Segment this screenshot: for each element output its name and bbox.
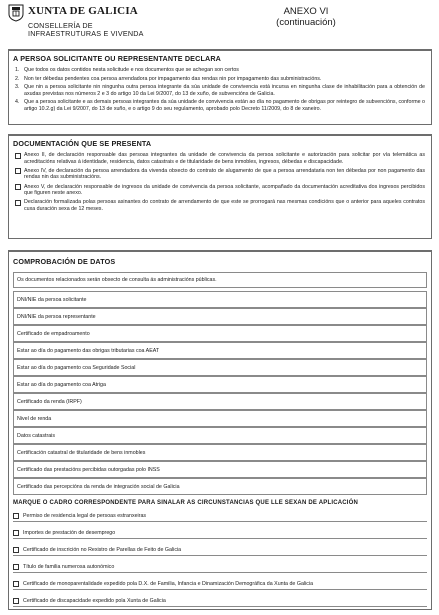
verification-item: Certificación catastral de titularidade de bens inmobles (17, 449, 146, 456)
verification-item: Estar ao día do pagamento das obrigas tributarias coa AEAT (17, 347, 160, 354)
declaration-item (15, 99, 425, 112)
documentation-checkbox[interactable] (15, 200, 21, 206)
documentation-title: DOCUMENTACIÓN QUE SE PRESENTA (13, 139, 152, 148)
declaration-item (15, 76, 425, 83)
documentation-section (8, 134, 432, 239)
department-line1: CONSELLERÍA DE (28, 21, 93, 30)
department-line2: INFRAESTRUTURAS E VIVENDA (28, 29, 144, 38)
documentation-item (15, 168, 425, 181)
declaration-number: 2. (15, 75, 20, 82)
verification-item: Certificado das percepcións da renda de integración social de Galicia (17, 483, 180, 490)
circumstance-checkbox[interactable] (13, 513, 19, 519)
verification-row (13, 359, 427, 376)
annex-subtitle: (continuación) (276, 17, 336, 28)
verification-row (13, 444, 427, 461)
circumstance-row (13, 544, 427, 556)
xunta-logo (8, 4, 188, 46)
verification-row (13, 427, 427, 444)
declaration-list (9, 63, 431, 113)
documentation-item (15, 199, 425, 212)
circumstance-checkbox[interactable] (13, 581, 19, 587)
verification-row (13, 410, 427, 427)
org-name: XUNTA DE GALICIA (28, 5, 138, 17)
circumstance-label: Importes de prestación de desemprego (23, 529, 116, 536)
documentation-list (9, 148, 431, 213)
mark-circumstances-title: MARQUE O CADRO CORRESPONDENTE PARA SINALAR AS CIRCUNSTANCIAS QUE LLE SEXAN DE APLICACIÓN (13, 500, 359, 506)
data-verification-section (8, 250, 432, 610)
documentation-text: Declaración formalizada polas persoas asinantes do contrato de arrendamento de que este se prorrogará nas mesmas condicións que o anterior para aqueles contratos cuxa duración sexa de 12 meses. (24, 199, 425, 212)
documentation-text: Anexo V, de declaración responsable de ingresos da unidade de convivencia da persoa solicitante, acompañado da documentación acreditativa dos ingresos percibidos que figuren neste anexo. (24, 183, 425, 197)
circumstance-label: Certificado de monoparentalidade expedido pola D.X. de Familia, Infancia e Dinamización Demográfica da Xunta de Galicia (23, 580, 314, 587)
documentation-item (15, 152, 425, 165)
declaration-text: Que a persoa solicitante e as demais persoas integrantes da súa unidade de convivencia están ao día no pagamento de obrigas por reintegro de subvencións, conforme o artigo 10.2.g) da Lei 9/2007, do 13 de xuño, e o artigo 9 do seu regulamento, aprobado polo Decreto 11/2009, do 8 de xaneiro. (24, 99, 425, 112)
circumstance-row (13, 595, 427, 607)
verification-item: Estar ao día do pagamento coa Seguridade Social (17, 364, 136, 371)
verification-item: DNI/NIE da persoa solicitante (17, 296, 87, 303)
document-header (8, 4, 432, 46)
verification-row (13, 325, 427, 342)
declaration-number: 4. (15, 99, 20, 106)
declaration-item (15, 67, 425, 74)
circumstance-label: Certificado de inscrición no Rexistro de Parellas de Feito de Galicia (23, 546, 182, 553)
verification-item: DNI/NIE da persoa representante (17, 313, 96, 320)
declaration-text: Non ter débedas pendentes coa persoa arrendadora por impagamento das rendas nin por impagamento das subministracións. (24, 75, 322, 82)
annex-label (256, 6, 356, 28)
declaration-item (15, 84, 425, 97)
verification-item: Certificado das prestacións percibidas outorgadas polo INSS (17, 466, 160, 473)
declaration-text: Que nin a persoa solicitante nin ningunha outra persoa integrante da súa unidade de convivencia está incursa en ningunha clase de inhabilitación para a obtención de axudas previstas nos números 2 e 3 do artigo 10 da Lei 9/2007, do 13 de xuño, de subvencións de Galicia. (24, 84, 425, 97)
verification-row (13, 376, 427, 393)
circumstance-row (13, 578, 427, 590)
circumstance-label: Título de familia numerosa autonómico (23, 563, 115, 570)
data-verification-title: COMPROBACIÓN DE DATOS (13, 257, 116, 266)
verification-item: Datos catastrais (17, 432, 55, 439)
documentation-checkbox[interactable] (15, 153, 21, 159)
declaration-number: 1. (15, 67, 20, 73)
verification-item: Estar ao día do pagamento coa Atriga (17, 381, 106, 388)
circumstance-checkbox[interactable] (13, 547, 19, 553)
verification-item: Certificado de empadroamento (17, 330, 90, 337)
circumstance-checkbox[interactable] (13, 564, 19, 570)
verification-intro: Os documentos relacionados serán obxecto de consulta ás administracións públicas. (17, 277, 217, 283)
verification-item: Nivel de renda (17, 415, 52, 422)
circumstance-row (13, 527, 427, 539)
verification-row (13, 461, 427, 478)
verification-row (13, 308, 427, 325)
documentation-checkbox[interactable] (15, 168, 21, 174)
documentation-item (15, 184, 425, 197)
verification-row (13, 342, 427, 359)
declaration-section (8, 49, 432, 125)
declaration-number: 3. (15, 84, 20, 91)
verification-row (13, 291, 427, 308)
verification-row (13, 478, 427, 495)
declaration-title: A PERSOA SOLICITANTE OU REPRESENTANTE DECLARA (13, 54, 222, 63)
circumstance-checkbox[interactable] (13, 530, 19, 536)
circumstance-row (13, 510, 427, 522)
circumstance-row (13, 561, 427, 573)
circumstance-checkbox[interactable] (13, 598, 19, 604)
circumstance-label: Permiso de residencia legal de persoas estranxeiras (23, 512, 147, 519)
verification-row (13, 393, 427, 410)
annex-title: ANEXO VI (283, 6, 329, 17)
verification-item: Certificado da renda (IRPF) (17, 398, 82, 405)
documentation-text: Anexo II, de declaración responsable das persoas integrantes da unidade de convivencia da persoa solicitante e autorización para solicitar por vía telemática as acreditacións relativas á identidade, residencia, datos catastrais e de titularidade de bens inmobles, ingresos, débedas e discapacidade. (24, 152, 425, 165)
documentation-text: Anexo IV, de declaración da persoa arrendadora da vivenda obxecto do contrato de alugamento de que a persoa arrendataria non ten débedas por non pagamento das rendas nin das subministracións. (24, 167, 425, 181)
circumstance-label: Certificado de discapacidade expedido pola Xunta de Galicia (23, 597, 166, 604)
verification-intro-row (13, 272, 427, 288)
documentation-checkbox[interactable] (15, 184, 21, 190)
galicia-shield-icon (8, 4, 24, 22)
declaration-text: Que todos os datos contidos nesta solicitude e nos documentos que se achegan son certos (24, 67, 239, 73)
